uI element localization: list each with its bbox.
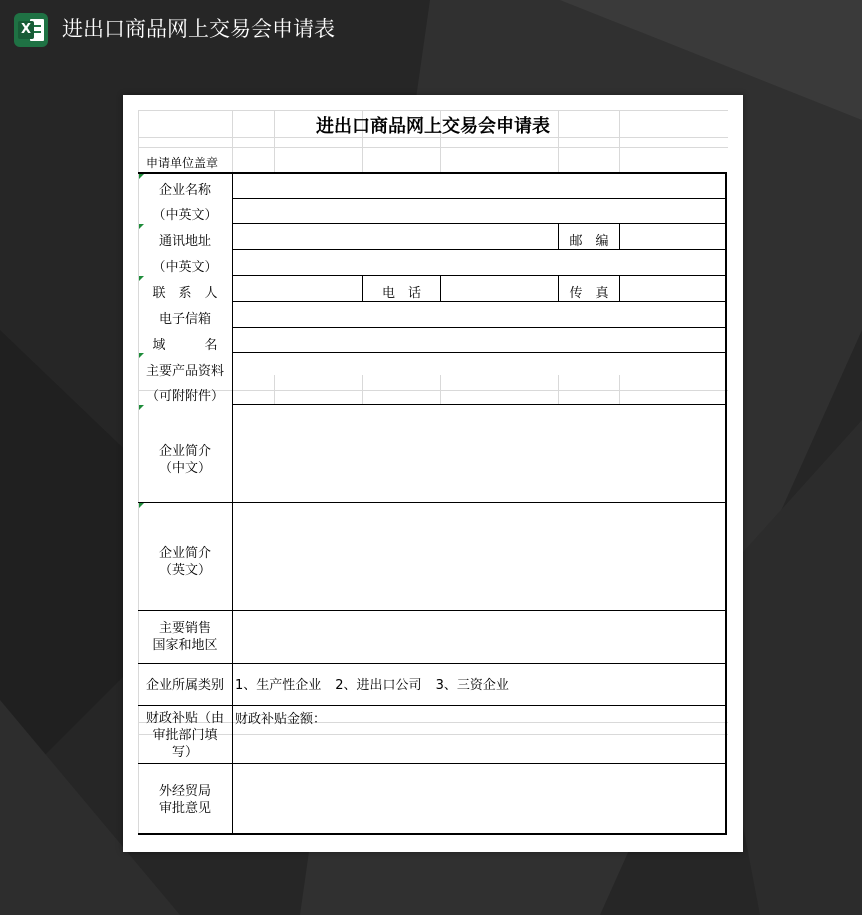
- intro-en-field[interactable]: [233, 503, 725, 610]
- intro-cn-label: 企业简介 （中文）: [158, 444, 211, 476]
- subsidy-label: 财政补贴（由 审批部门填 写）: [145, 710, 224, 760]
- postcode-label: 邮 编: [569, 233, 609, 249]
- contact-field[interactable]: [233, 276, 362, 301]
- category-options: [233, 675, 523, 695]
- excel-icon: X: [14, 13, 48, 47]
- email-label: 电子信箱: [158, 311, 211, 327]
- products-field[interactable]: [233, 353, 725, 404]
- market-label: 主要销售 国家和地区: [152, 621, 218, 653]
- application-form: [138, 110, 728, 835]
- fax-field[interactable]: [620, 276, 725, 301]
- subsidy-amount-label: 财政补贴金额：: [235, 711, 327, 727]
- approval-label: 外经贸局 审批意见: [158, 784, 211, 816]
- postcode-field[interactable]: [620, 224, 725, 249]
- domain-field[interactable]: [233, 328, 725, 352]
- category-option-1[interactable]: 1、生产性企业: [235, 677, 322, 693]
- products-label: 主要产品资料: [145, 363, 224, 379]
- intro-cn-field[interactable]: [233, 405, 725, 502]
- approval-field[interactable]: [233, 764, 725, 833]
- company-name-sub-label: （中英文）: [152, 207, 218, 223]
- products-sub-label: （可附附件）: [145, 388, 224, 404]
- company-name-field[interactable]: [233, 174, 725, 223]
- window-title: 进出口商品网上交易会申请表: [62, 17, 335, 41]
- phone-label: 电 话: [381, 285, 421, 301]
- email-field[interactable]: [233, 302, 725, 327]
- category-option-3[interactable]: 3、三资企业: [435, 677, 509, 693]
- company-name-label: 企业名称: [158, 182, 211, 198]
- category-option-2[interactable]: 2、进出口公司: [335, 677, 422, 693]
- intro-en-label: 企业简介 （英文）: [158, 546, 211, 578]
- spreadsheet-page: [123, 95, 743, 852]
- address-field[interactable]: [233, 224, 558, 249]
- market-field[interactable]: [233, 611, 725, 663]
- sheet-title: 进出口商品网上交易会申请表: [316, 116, 550, 137]
- stamp-label: 申请单位盖章: [146, 155, 219, 170]
- contact-label: 联 系 人: [152, 285, 218, 301]
- domain-label: 域 名: [152, 337, 218, 353]
- address-label: 通讯地址: [158, 233, 211, 249]
- phone-field[interactable]: [441, 276, 558, 301]
- address-sub-label: （中英文）: [152, 259, 218, 275]
- title-bar: [0, 0, 862, 60]
- category-label: 企业所属类别: [145, 677, 224, 693]
- fax-label: 传 真: [569, 285, 609, 301]
